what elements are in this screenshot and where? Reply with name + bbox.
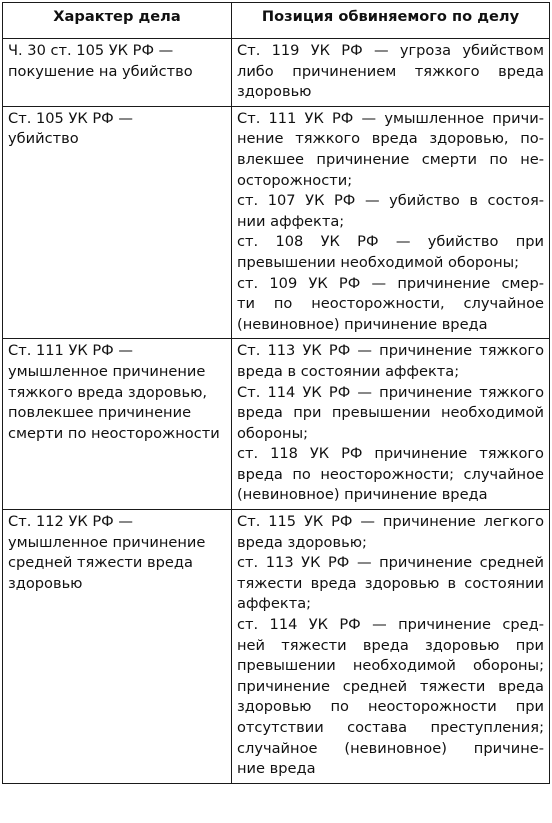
case-nature-line: Ст. 111 УК РФ — (8, 342, 133, 360)
case-nature-line: убийство (8, 130, 79, 148)
position-line: ст. 114 УК РФ — причинение сред- (237, 616, 544, 634)
position-line: ние вреда (237, 760, 316, 778)
position-item (237, 553, 544, 615)
position-line: Ст. 119 УК РФ — угроза убийством (237, 42, 544, 59)
position-line: влекшее причинение смерти по не- (237, 150, 544, 168)
case-nature-line: здоровью (8, 574, 83, 592)
position-line: (невиновное) причинение вреда (237, 486, 488, 504)
position-line: тяжести вреда здоровью в состоянии (237, 574, 544, 592)
defendant-position-cell (232, 510, 550, 784)
position-line: либо причинением тяжкого вреда (237, 62, 544, 80)
position-item (237, 274, 544, 336)
position-item (237, 232, 544, 273)
case-nature-line: умышленное причинение (8, 533, 206, 551)
position-line: превышении необходимой обороны; (237, 253, 520, 271)
case-nature-line: смерти по неосторожности (8, 424, 220, 442)
position-item (237, 615, 544, 780)
position-line: ст. 107 УК РФ — убийство в состоя- (237, 192, 544, 210)
defendant-position-cell (232, 39, 550, 107)
header-case-nature: Характер дела (3, 3, 232, 39)
defendant-position-cell (232, 106, 550, 339)
table-row (3, 510, 550, 784)
position-line: вреда по неосторожности; случайное (237, 465, 544, 483)
position-item (237, 512, 544, 553)
position-item (237, 444, 544, 506)
position-line: вреда здоровью; (237, 533, 367, 551)
case-nature-line: Ст. 105 УК РФ — (8, 109, 133, 127)
position-item (237, 383, 544, 445)
position-line: ст. 118 УК РФ причинение тяжкого (237, 445, 544, 463)
table-body (3, 39, 550, 784)
position-item (237, 41, 544, 103)
position-line: вреда в состоянии аффекта; (237, 362, 460, 380)
position-line: случайное (невиновное) причине- (237, 739, 544, 757)
header-defendant-position: Позиция обвиняемого по делу (232, 3, 550, 39)
position-line: Ст. 111 УК РФ — умышленное причи- (237, 109, 544, 127)
table-row (3, 339, 550, 510)
position-line: ст. 108 УК РФ — убийство при (237, 233, 544, 251)
defendant-position-cell (232, 339, 550, 510)
position-line: причинение средней тяжести вреда (237, 677, 544, 695)
position-item (237, 109, 544, 191)
position-line: ти по неосторожности, случайное (237, 295, 544, 313)
position-line: нии аффекта; (237, 212, 345, 230)
position-line: Ст. 113 УК РФ — причинение тяжкого (237, 342, 544, 360)
position-line: Ст. 114 УК РФ — причинение тяжкого (237, 383, 544, 401)
position-item (237, 341, 544, 382)
table-row (3, 106, 550, 339)
case-nature-cell (3, 39, 232, 107)
case-table (2, 2, 550, 784)
case-nature-line: покушение на убийство (8, 62, 193, 80)
case-nature-line: умышленное причинение (8, 362, 206, 380)
table-row (3, 39, 550, 107)
position-line: ст. 113 УК РФ — причинение средней (237, 554, 544, 572)
position-line: здоровью (237, 83, 312, 101)
position-line: Ст. 115 УК РФ — причинение легкого (237, 513, 544, 531)
position-line: аффекта; (237, 595, 312, 613)
case-nature-line: повлекшее причинение (8, 404, 192, 422)
case-nature-cell (3, 339, 232, 510)
case-nature-line: Ч. 30 ст. 105 УК РФ — (8, 42, 174, 59)
position-line: отсутствии состава преступления; (237, 719, 544, 736)
case-nature-line: средней тяжести вреда (8, 554, 193, 572)
position-item (237, 191, 544, 232)
table-header-row (3, 3, 550, 39)
position-line: обороны; (237, 424, 309, 442)
position-line: ст. 109 УК РФ — причинение смер- (237, 274, 544, 292)
case-nature-cell (3, 106, 232, 339)
position-line: превышении необходимой обороны; (237, 657, 544, 675)
position-line: здоровью по неосторожности при (237, 698, 544, 716)
position-line: нение тяжкого вреда здоровью, по- (237, 130, 544, 148)
position-line: осторожности; (237, 171, 353, 189)
case-nature-line: Ст. 112 УК РФ — (8, 513, 133, 531)
position-line: вреда при превышении необходимой (237, 404, 544, 422)
position-line: ней тяжести вреда здоровью при (237, 636, 544, 654)
case-nature-cell (3, 510, 232, 784)
position-line: (невиновное) причинение вреда (237, 315, 488, 333)
case-nature-line: тяжкого вреда здоровью, (8, 383, 208, 401)
